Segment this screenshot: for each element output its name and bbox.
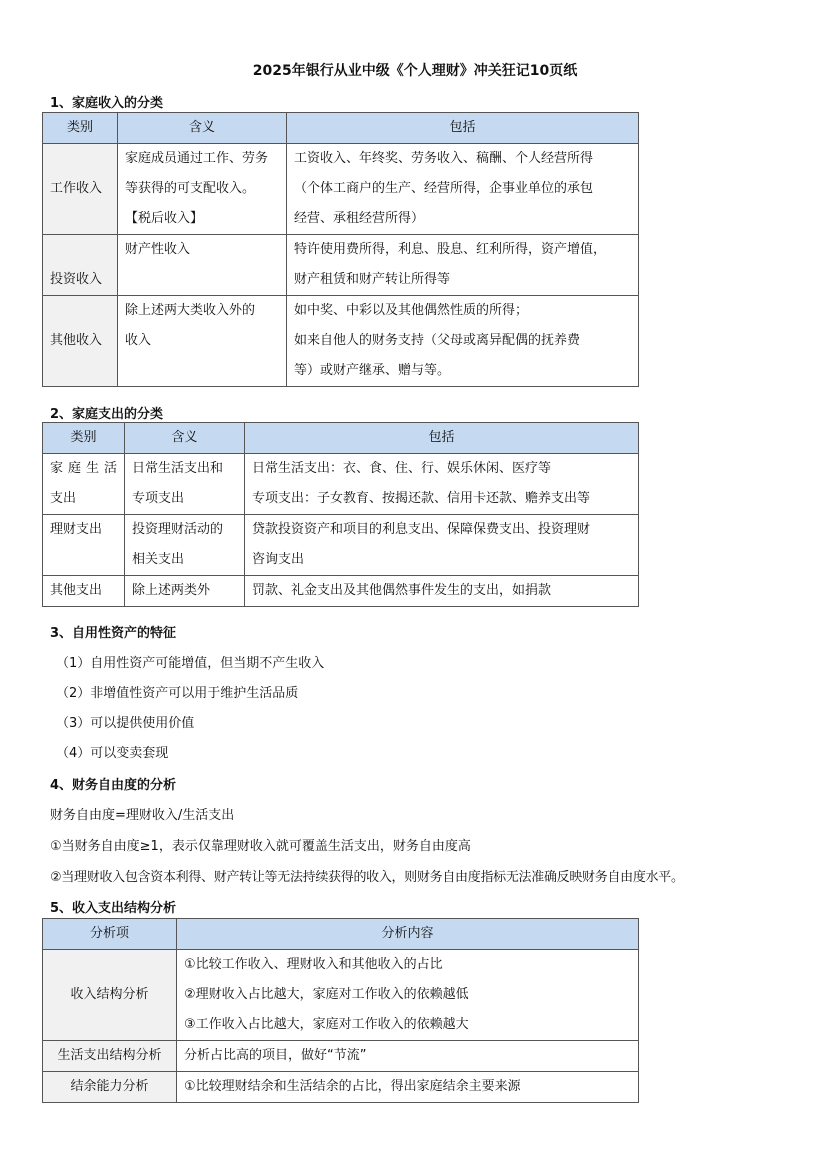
cell-line: 财产租赁和财产转让所得等 xyxy=(294,272,451,287)
cell-line: 罚款、礼金支出及其他偶然事件发生的支出，如捐款 xyxy=(252,583,552,598)
table-row xyxy=(43,144,639,235)
list-item: （3）可以提供使用价值 xyxy=(56,716,195,731)
cell-line: 工资收入、年终奖、劳务收入、稿酬、个人经营所得 xyxy=(294,151,594,166)
content-cell xyxy=(177,1072,639,1103)
cell-line: 家庭成员通过工作、劳务 xyxy=(125,151,269,166)
cell-line: 除上述两类外 xyxy=(132,583,211,598)
meaning-cell xyxy=(118,235,287,296)
cell-line: 家庭生活 xyxy=(50,461,117,476)
meaning-cell xyxy=(125,454,245,515)
table-row xyxy=(43,454,639,515)
text-line: ②当理财收入包含资本利得、财产转让等无法持续获得的收入，则财务自由度指标无法准确反映财务自由度水平。 xyxy=(50,870,684,885)
cell-line: 等获得的可支配收入。 xyxy=(125,181,256,196)
cell-line: 特许使用费所得，利息、股息、红利所得，资产增值， xyxy=(294,242,607,257)
cell-line: 日常生活支出和 xyxy=(132,461,224,476)
cell-line: 理财支出 xyxy=(50,522,103,537)
cell-line: ①比较工作收入、理财收入和其他收入的占比 xyxy=(184,957,443,972)
include-cell xyxy=(287,144,639,235)
header-cell: 包括 xyxy=(287,113,639,144)
category-cell: 其他收入 xyxy=(43,296,118,387)
list-item: （1）自用性资产可能增值，但当期不产生收入 xyxy=(56,656,325,671)
cell-line: ①比较理财结余和生活结余的占比，得出家庭结余主要来源 xyxy=(184,1079,521,1094)
cell-line: 除上述两大类收入外的 xyxy=(125,303,256,318)
header-cell: 含义 xyxy=(118,113,287,144)
table-header-row xyxy=(43,423,639,454)
cell-line: 专项支出 xyxy=(132,491,185,506)
list-item: （2）非增值性资产可以用于维护生活品质 xyxy=(56,686,299,701)
include-cell xyxy=(287,235,639,296)
cell-line: 支出 xyxy=(50,491,77,506)
header-cell: 类别 xyxy=(43,423,125,454)
cell-line: 分析占比高的项目，做好“节流” xyxy=(184,1048,367,1063)
table-row xyxy=(43,950,639,1041)
cell-line: 等）或财产继承、赠与等。 xyxy=(294,363,451,378)
list-item: （4）可以变卖套现 xyxy=(56,746,169,761)
meaning-cell xyxy=(118,296,287,387)
table-row xyxy=(43,1041,639,1072)
item-cell: 结余能力分析 xyxy=(43,1072,177,1103)
cell-line: （个体工商户的生产、经营所得，企事业单位的承包 xyxy=(294,181,594,196)
cell-line: 收入 xyxy=(125,333,152,348)
section-1-heading: 1、家庭收入的分类 xyxy=(50,96,164,111)
cell-line: 其他支出 xyxy=(50,583,103,598)
cell-line: 贷款投资资产和项目的利息支出、保障保费支出、投资理财 xyxy=(252,522,591,537)
include-cell xyxy=(245,576,639,607)
page-title: 2025年银行从业中级《个人理财》冲关狂记10页纸 xyxy=(252,63,578,79)
category-cell: 工作收入 xyxy=(43,144,118,235)
cell-line: ②理财收入占比越大，家庭对工作收入的依赖越低 xyxy=(184,987,469,1002)
table-row xyxy=(43,1072,639,1103)
category-cell xyxy=(43,515,125,576)
include-cell xyxy=(245,515,639,576)
cell-line: 财产性收入 xyxy=(125,242,191,257)
table-row xyxy=(43,515,639,576)
header-cell: 分析项 xyxy=(43,919,177,950)
section-5-heading: 5、收入支出结构分析 xyxy=(50,901,177,916)
section-3-heading: 3、自用性资产的特征 xyxy=(50,626,177,641)
meaning-cell xyxy=(125,576,245,607)
cell-line: ③工作收入占比越大，家庭对工作收入的依赖越大 xyxy=(184,1017,469,1032)
expense-table xyxy=(42,422,639,607)
cell-line: 投资理财活动的 xyxy=(132,522,224,537)
formula-line: 财务自由度=理财收入/生活支出 xyxy=(50,808,235,823)
cell-line: 【税后收入】 xyxy=(125,211,204,226)
category-cell xyxy=(43,454,125,515)
section-2-heading: 2、家庭支出的分类 xyxy=(50,407,164,422)
section-4-heading: 4、财务自由度的分析 xyxy=(50,778,177,793)
cell-line: 如来自他人的财务支持（父母或离异配偶的抚养费 xyxy=(294,333,581,348)
content-cell xyxy=(177,950,639,1041)
item-cell: 生活支出结构分析 xyxy=(43,1041,177,1072)
table-row xyxy=(43,296,639,387)
item-cell: 收入结构分析 xyxy=(43,950,177,1041)
category-cell xyxy=(43,576,125,607)
cell-line: 经营、承租经营所得） xyxy=(294,211,425,226)
table-row xyxy=(43,576,639,607)
include-cell xyxy=(287,296,639,387)
content-cell xyxy=(177,1041,639,1072)
include-cell xyxy=(245,454,639,515)
meaning-cell xyxy=(118,144,287,235)
cell-line: 日常生活支出：衣、食、住、行、娱乐休闲、医疗等 xyxy=(252,461,552,476)
text-line: ①当财务自由度≥1，表示仅靠理财收入就可覆盖生活支出，财务自由度高 xyxy=(50,839,471,854)
header-cell: 包括 xyxy=(245,423,639,454)
meaning-cell xyxy=(125,515,245,576)
header-cell: 含义 xyxy=(125,423,245,454)
header-cell: 分析内容 xyxy=(177,919,639,950)
cell-line: 咨询支出 xyxy=(252,552,305,567)
category-cell: 投资收入 xyxy=(43,235,118,296)
table-header-row xyxy=(43,919,639,950)
cell-line: 相关支出 xyxy=(132,552,185,567)
header-cell: 类别 xyxy=(43,113,118,144)
structure-analysis-table xyxy=(42,918,639,1103)
table-header-row xyxy=(43,113,639,144)
cell-line: 如中奖、中彩以及其他偶然性质的所得； xyxy=(294,303,529,318)
cell-line: 专项支出：子女教育、按揭还款、信用卡还款、赡养支出等 xyxy=(252,491,591,506)
table-row xyxy=(43,235,639,296)
income-table xyxy=(42,112,639,387)
